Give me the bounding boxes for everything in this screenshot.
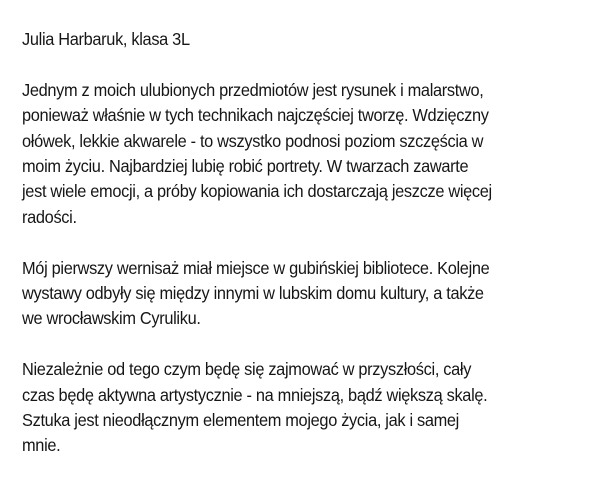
document-body [22,27,602,459]
paragraph-exhibitions [22,256,602,332]
paragraph-spacer [22,332,602,357]
paragraph-favorite-subjects [22,78,602,230]
paragraph-spacer [22,52,602,77]
text-line: Niezależnie od tego czym będę się zajmować w przyszłości, cały [22,359,472,380]
paragraph-spacer [22,230,602,255]
text-line: moim życiu. Najbardziej lubię robić portrety. W twarzach zawarte [22,156,469,177]
text-line: Mój pierwszy wernisaż miał miejsce w gubińskiej bibliotece. Kolejne [22,257,490,278]
text-line: ołówek, lekkie akwarele - to wszystko podnosi poziom szczęścia w [22,130,484,151]
text-line: Sztuka jest nieodłącznym elementem mojego życia, jak i samej [22,410,459,431]
text-line: we wrocławskim Cyruliku. [22,308,201,329]
text-line: ponieważ właśnie w tych technikach najczęściej tworzę. Wdzięczny [22,105,489,126]
text-line: wystawy odbyły się między innymi w lubskim domu kultury, a także [22,283,484,304]
text-line: radości. [22,206,77,227]
author-heading: Julia Harbaruk, klasa 3L [22,29,190,49]
text-line: czas będę aktywna artystycznie - na mniejszą, bądź większą skalę. [22,384,488,405]
text-line: mnie. [22,435,61,456]
text-line: Jednym z moich ulubionych przedmiotów jest rysunek i malarstwo, [22,79,484,100]
text-line: jest wiele emocji, a próby kopiowania ich dostarczają jeszcze więcej [22,181,492,202]
paragraph-future [22,357,602,459]
